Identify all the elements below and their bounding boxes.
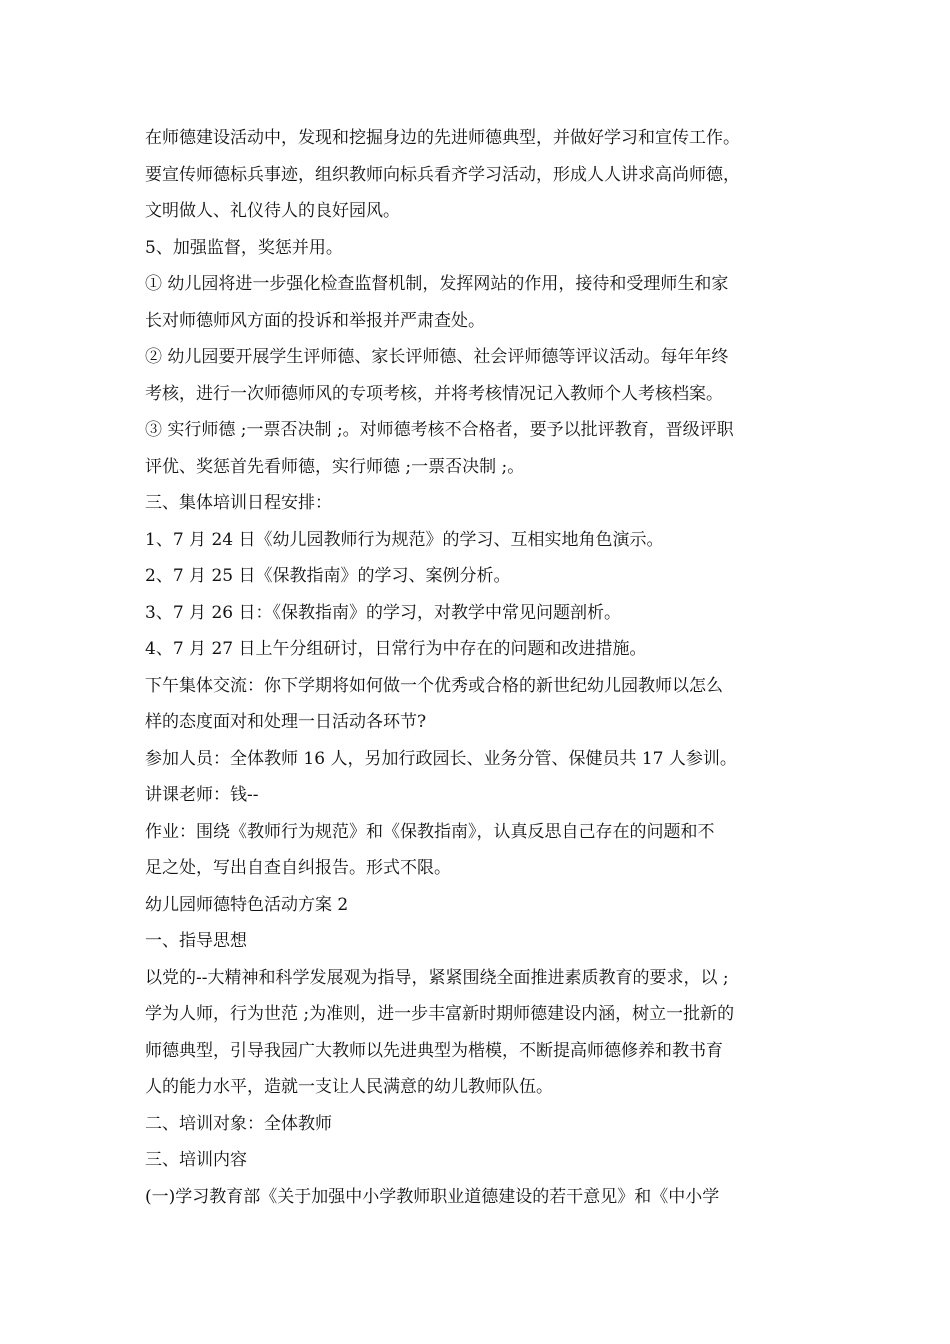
text-line: 长对师德师风方面的投诉和举报并严肃查处。 (145, 310, 485, 331)
schedule-item: 4、7 月 27 日上午分组研讨，日常行为中存在的问题和改进措施。 (145, 639, 647, 659)
section-heading: 三、集体培训日程安排： (145, 493, 332, 513)
text-line: 以党的--大精神和科学发展观为指导，紧紧围绕全面推进素质教育的要求，以 ; (145, 967, 729, 988)
schedule-item: 1、7 月 24 日《幼儿园教师行为规范》的学习、互相实地角色演示。 (145, 529, 664, 550)
text-line: ① 幼儿园将进一步强化检查监督机制，发挥网站的作用，接待和受理师生和家 (145, 274, 729, 294)
text-line: 学为人师，行为世范 ;为准则，进一步丰富新时期师德建设内涵，树立一批新的 (145, 1004, 735, 1024)
text-line: 人的能力水平，造就一支让人民满意的幼儿教师队伍。 (145, 1077, 553, 1097)
text-line: 评优、奖惩首先看师德，实行师德 ;一票否决制 ;。 (145, 456, 525, 477)
text-line: 样的态度面对和处理一日活动各环节? (145, 712, 427, 732)
text-line: 要宣传师德标兵事迹，组织教师向标兵看齐学习活动，形成人人讲求高尚师德， (145, 164, 740, 185)
text-line: 在师德建设活动中，发现和挖掘身边的先进师德典型，并做好学习和宣传工作。 (145, 128, 740, 148)
section-heading: 5、加强监督，奖惩并用。 (145, 237, 343, 258)
section-heading: 三、培训内容 (145, 1150, 247, 1170)
text-line: 作业：围绕《教师行为规范》和《保教指南》，认真反思自己存在的问题和不 (145, 821, 715, 842)
text-line: 足之处，写出自查自纠报告。形式不限。 (145, 858, 451, 878)
section-heading: 二、培训对象：全体教师 (145, 1113, 332, 1134)
document-title: 幼儿园师德特色活动方案 2 (145, 894, 349, 915)
schedule-item: 3、7 月 26 日：《保教指南》的学习，对教学中常见问题剖析。 (145, 602, 621, 623)
text-line: 文明做人、礼仪待人的良好园风。 (145, 201, 400, 221)
text-line: ② 幼儿园要开展学生评师德、家长评师德、社会评师德等评议活动。每年年终 (145, 347, 729, 367)
text-line: 下午集体交流：你下学期将如何做一个优秀或合格的新世纪幼儿园教师以怎么 (145, 675, 723, 696)
document-body (145, 120, 825, 1215)
section-heading: 一、指导思想 (145, 931, 247, 951)
text-line: 参加人员：全体教师 16 人，另加行政园长、业务分管、保健员共 17 人参训。 (145, 748, 737, 769)
text-line: 师德典型，引导我园广大教师以先进典型为楷模，不断提高师德修养和教书育 (145, 1040, 723, 1061)
schedule-item: 2、7 月 25 日《保教指南》的学习、案例分析。 (145, 566, 511, 586)
text-line: ③ 实行师德 ;一票否决制 ;。对师德考核不合格者，要予以批评教育，晋级评职 (145, 420, 734, 440)
text-line: (一)学习教育部《关于加强中小学教师职业道德建设的若干意见》和《中小学 (145, 1186, 720, 1207)
text-line: 考核，进行一次师德师风的专项考核，并将考核情况记入教师个人考核档案。 (145, 383, 723, 404)
text-line: 讲课老师：钱-- (145, 785, 259, 805)
